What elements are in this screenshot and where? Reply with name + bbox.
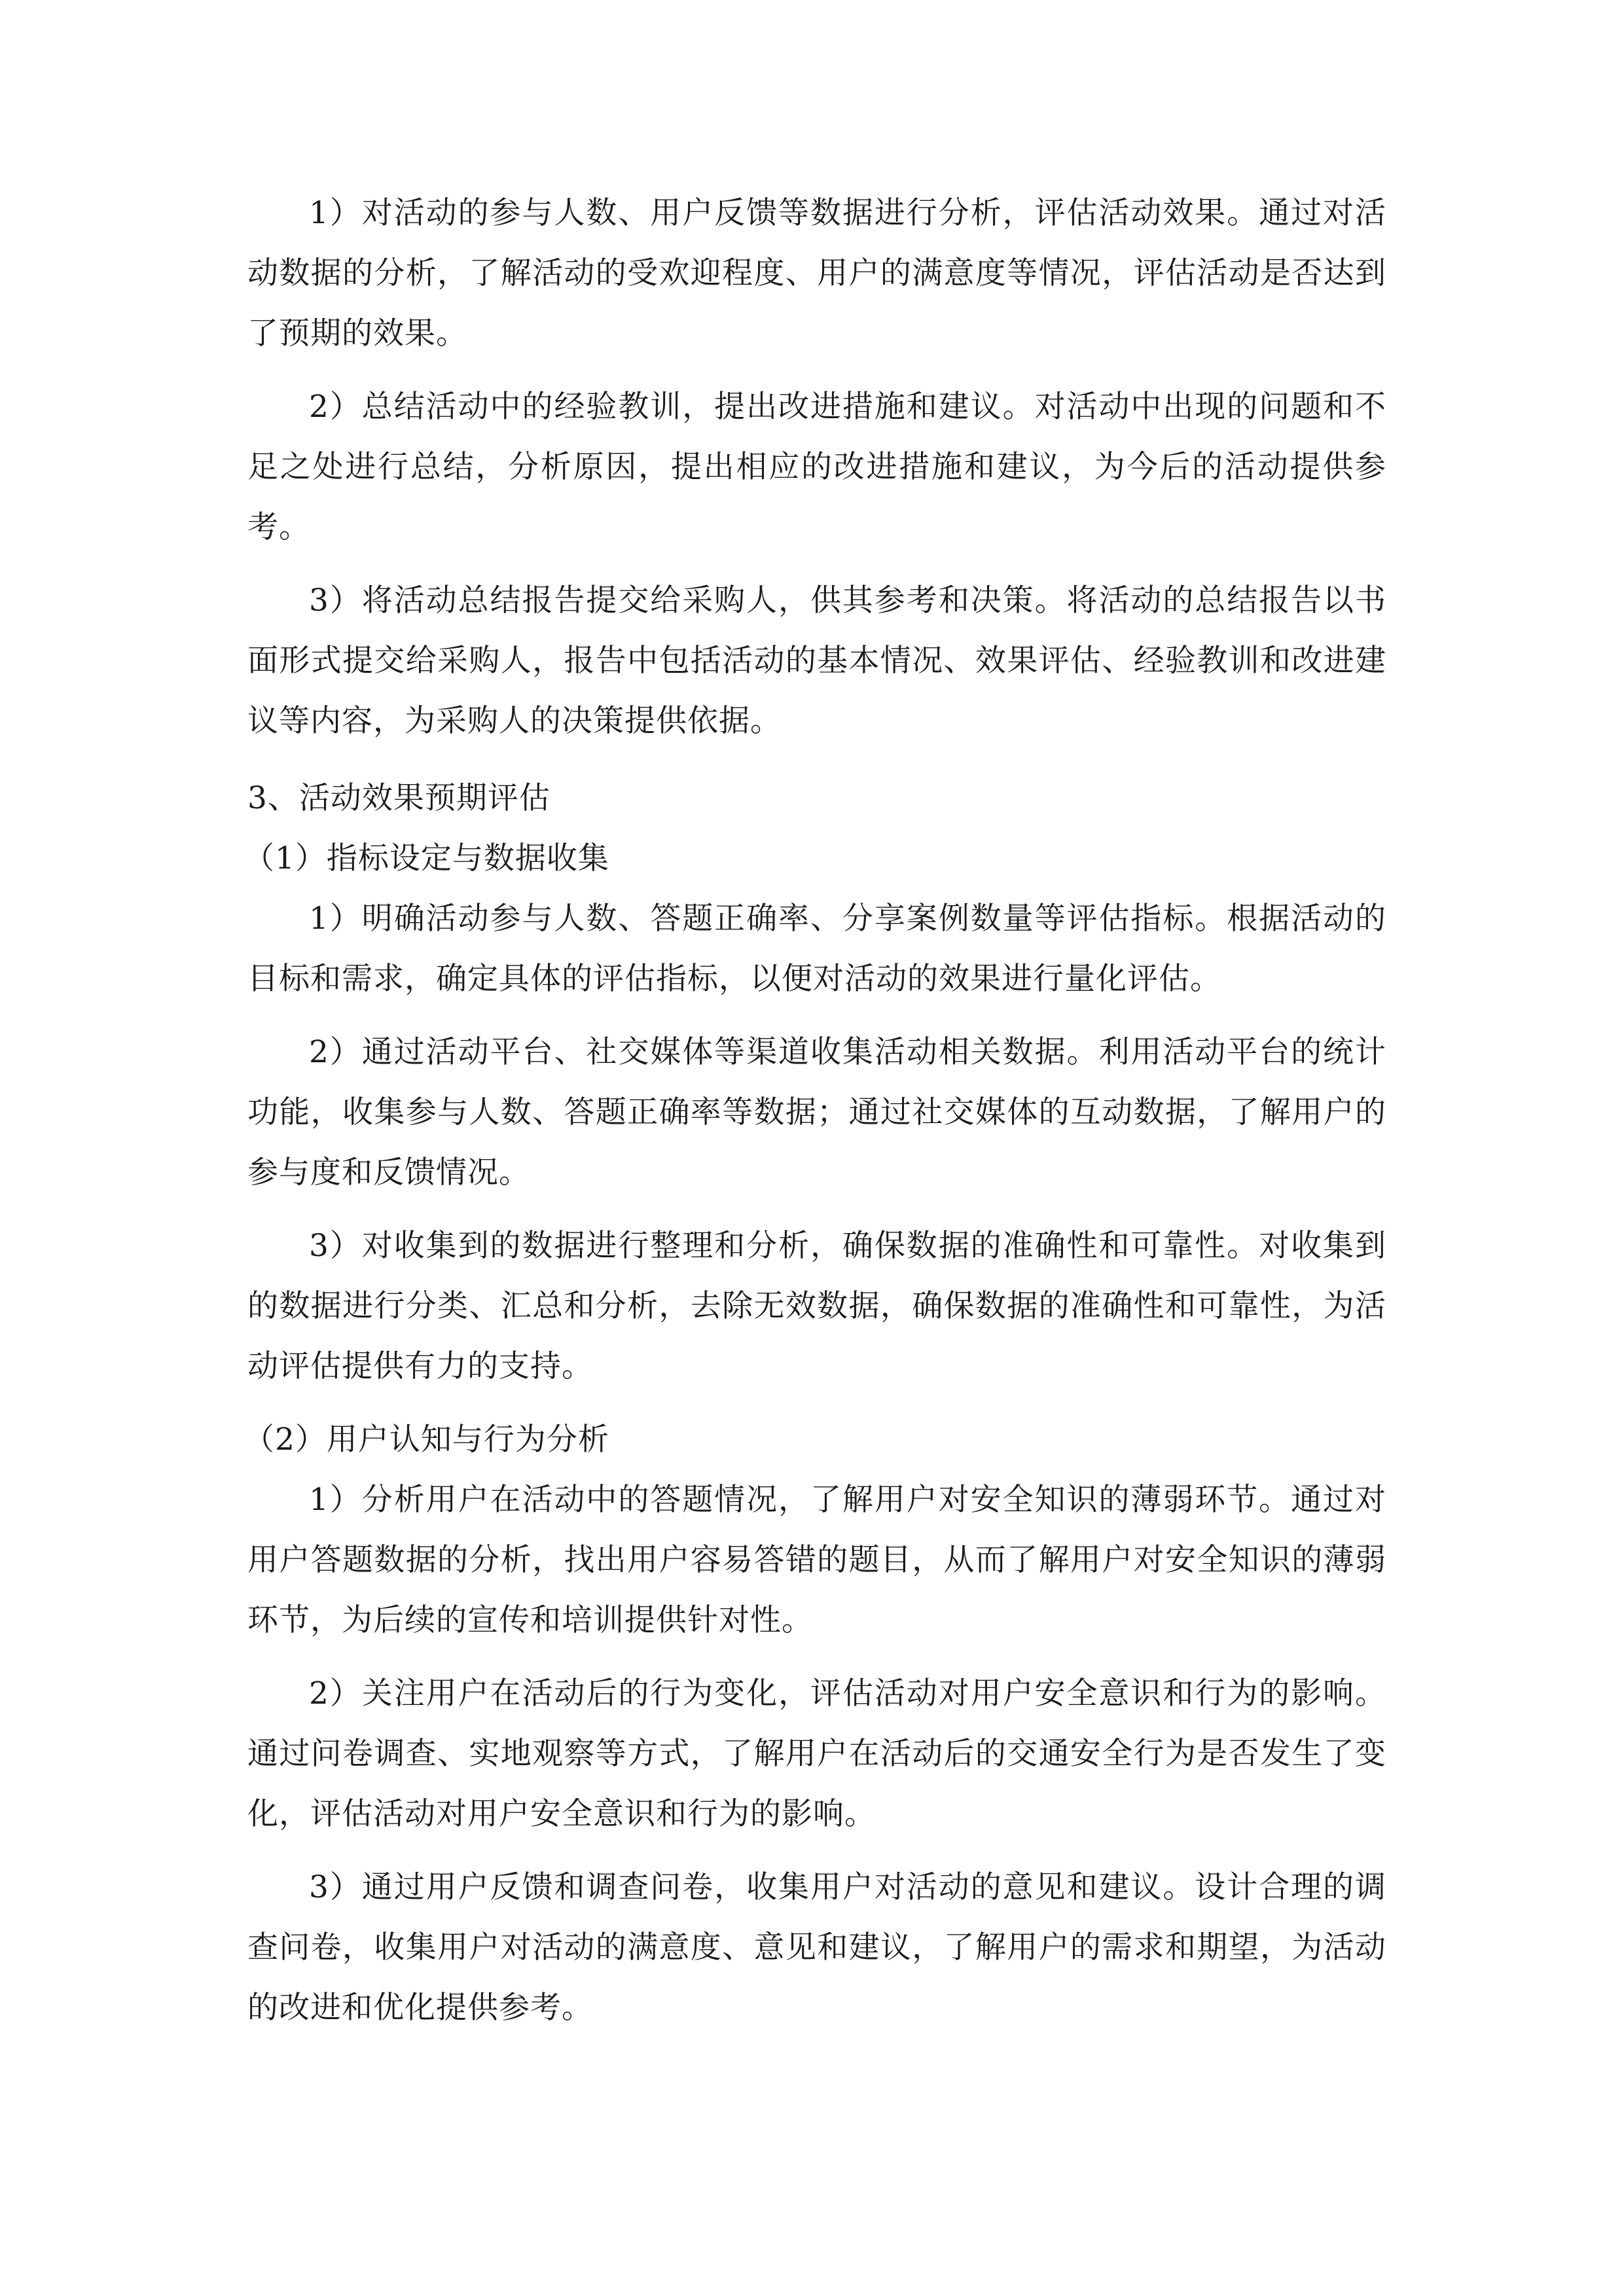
document-page (244, 183, 1386, 2051)
paragraph-data-processing: 3）对收集到的数据进行整理和分析，确保数据的准确性和可靠性。对收集到的数据进行分类、汇总和分析，去除无效数据，确保数据的准确性和可靠性，为活动评估提供有力的支持。 (247, 1228, 1386, 1384)
paragraph-behavior-change: 2）关注用户在活动后的行为变化，评估活动对用户安全意识和行为的影响。通过问卷调查、实地观察等方式，了解用户在活动后的交通安全行为是否发生了变化，评估活动对用户安全意识和行为的影响。 (247, 1676, 1386, 1832)
paragraph-indicators: 1）明确活动参与人数、答题正确率、分享案例数量等评估指标。根据活动的目标和需求，确定具体的评估指标，以便对活动的效果进行量化评估。 (247, 901, 1386, 997)
paragraph-analysis: 1）对活动的参与人数、用户反馈等数据进行分析，评估活动效果。通过对活动数据的分析，了解活动的受欢迎程度、用户的满意度等情况，评估活动是否达到了预期的效果。 (247, 195, 1386, 351)
section-heading: 3、活动效果预期评估 (247, 780, 550, 816)
subsection-heading-user-analysis: （2）用户认知与行为分析 (244, 1422, 609, 1458)
paragraph-data-collection: 2）通过活动平台、社交媒体等渠道收集活动相关数据。利用活动平台的统计功能，收集参与人数、答题正确率等数据；通过社交媒体的互动数据，了解用户的参与度和反馈情况。 (247, 1034, 1386, 1191)
paragraph-feedback: 3）通过用户反馈和调查问卷，收集用户对活动的意见和建议。设计合理的调查问卷，收集用户对活动的满意度、意见和建议，了解用户的需求和期望，为活动的改进和优化提供参考。 (247, 1869, 1386, 2026)
paragraph-answer-analysis: 1）分析用户在活动中的答题情况，了解用户对安全知识的薄弱环节。通过对用户答题数据的分析，找出用户容易答错的题目，从而了解用户对安全知识的薄弱环节，为后续的宣传和培训提供针对性。 (247, 1482, 1386, 1638)
paragraph-lessons: 2）总结活动中的经验教训，提出改进措施和建议。对活动中出现的问题和不足之处进行总结，分析原因，提出相应的改进措施和建议，为今后的活动提供参考。 (247, 389, 1386, 545)
subsection-heading-indicators: （1）指标设定与数据收集 (244, 840, 609, 876)
paragraph-report: 3）将活动总结报告提交给采购人，供其参考和决策。将活动的总结报告以书面形式提交给采购人，报告中包括活动的基本情况、效果评估、经验教训和改进建议等内容，为采购人的决策提供依据。 (247, 583, 1386, 739)
